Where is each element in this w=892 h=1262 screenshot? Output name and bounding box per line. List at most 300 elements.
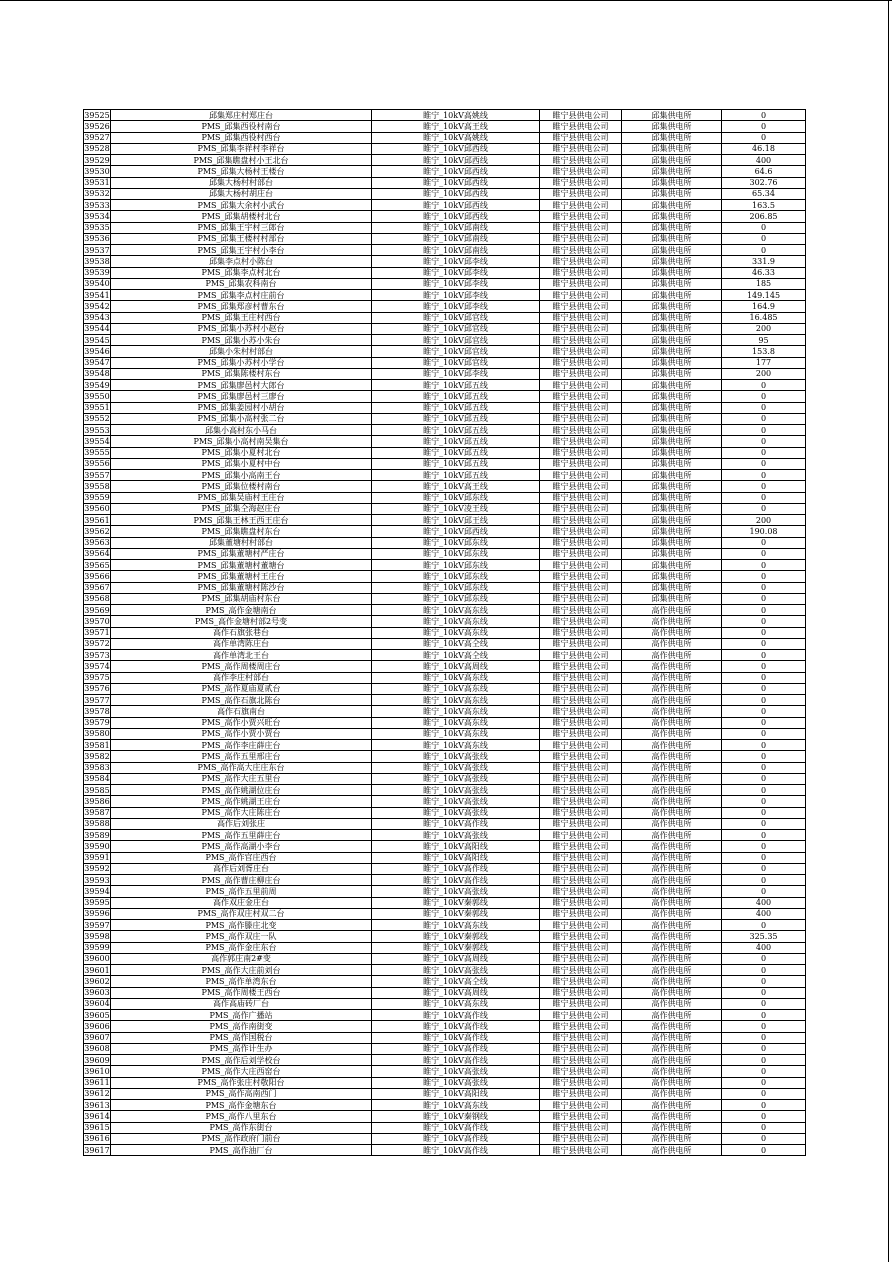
cell-line-name: 睢宁_10kV邱五线 <box>372 470 540 481</box>
table-row <box>84 166 806 177</box>
cell-station-name: PMS_邱集廖邑村大郎台 <box>111 380 372 391</box>
cell-station-name: 高作双庄金庄台 <box>111 897 372 908</box>
table-row <box>84 312 806 323</box>
cell-station-name: PMS_邱集小高村南吴集台 <box>111 436 372 447</box>
cell-supply-office: 邱集供电所 <box>622 335 722 346</box>
cell-value: 0 <box>722 773 806 784</box>
cell-company: 睢宁县供电公司 <box>540 346 622 357</box>
cell-company: 睢宁县供电公司 <box>540 1066 622 1077</box>
cell-supply-office: 高作供电所 <box>622 1043 722 1054</box>
table-row <box>84 233 806 244</box>
table-row <box>84 526 806 537</box>
table-row <box>84 222 806 233</box>
cell-station-name: PMS_高作高南西门 <box>111 1088 372 1099</box>
cell-line-name: 睢宁_10kV高张线 <box>372 807 540 818</box>
table-row <box>84 548 806 559</box>
cell-station-name: 邱集董塘村村部台 <box>111 537 372 548</box>
cell-id: 39526 <box>84 121 110 131</box>
cell-company: 睢宁县供电公司 <box>540 323 622 334</box>
cell-value: 0 <box>722 762 806 773</box>
cell-id: 39566 <box>84 571 110 581</box>
cell-supply-office: 邱集供电所 <box>622 278 722 289</box>
cell-line-name: 睢宁_10kV邱五线 <box>372 447 540 458</box>
cell-company: 睢宁县供电公司 <box>540 987 622 998</box>
cell-station-name: PMS_高作小贾小贾台 <box>111 728 372 739</box>
cell-id: 39525 <box>84 110 110 120</box>
cell-company: 睢宁县供电公司 <box>540 616 622 627</box>
table-row <box>84 717 806 728</box>
cell-company: 睢宁县供电公司 <box>540 830 622 841</box>
cell-line-name: 睢宁_10kV邱五线 <box>372 391 540 402</box>
cell-station-name: PMS_邱集王庄村西台 <box>111 312 372 323</box>
cell-value: 0 <box>722 1145 806 1156</box>
cell-station-name: PMS_邱集王楼村村部台 <box>111 233 372 244</box>
cell-supply-office: 高作供电所 <box>622 875 722 886</box>
cell-company: 睢宁县供电公司 <box>540 841 622 852</box>
cell-company: 睢宁县供电公司 <box>540 380 622 391</box>
cell-company: 睢宁县供电公司 <box>540 638 622 649</box>
cell-id: 39568 <box>84 594 110 604</box>
cell-line-name: 睢宁_10kV高东线 <box>372 1100 540 1111</box>
cell-value: 0 <box>722 436 806 447</box>
cell-supply-office: 邱集供电所 <box>622 143 722 154</box>
cell-company: 睢宁县供电公司 <box>540 965 622 976</box>
cell-id: 39617 <box>84 1145 110 1155</box>
table-row <box>84 1111 806 1122</box>
cell-line-name: 睢宁_10kV高作线 <box>372 1055 540 1066</box>
table-row <box>84 458 806 469</box>
cell-value: 0 <box>722 132 806 143</box>
table-row <box>84 627 806 638</box>
cell-line-name: 睢宁_10kV高王线 <box>372 481 540 492</box>
table-row <box>84 908 806 919</box>
cell-line-name: 睢宁_10kV邱西线 <box>372 155 540 166</box>
cell-id: 39579 <box>84 718 110 728</box>
cell-company: 睢宁县供电公司 <box>540 953 622 964</box>
cell-id: 39561 <box>84 515 110 525</box>
cell-supply-office: 邱集供电所 <box>622 492 722 503</box>
cell-supply-office: 高作供电所 <box>622 1032 722 1043</box>
cell-company: 睢宁县供电公司 <box>540 537 622 548</box>
cell-value: 400 <box>722 897 806 908</box>
cell-station-name: PMS_高作周楼王西台 <box>111 987 372 998</box>
cell-company: 睢宁县供电公司 <box>540 560 622 571</box>
cell-station-name: PMS_邱集郑彦村曹东台 <box>111 301 372 312</box>
cell-company: 睢宁县供电公司 <box>540 1077 622 1088</box>
cell-company: 睢宁县供电公司 <box>540 402 622 413</box>
cell-value: 200 <box>722 515 806 526</box>
cell-value: 0 <box>722 672 806 683</box>
cell-supply-office: 高作供电所 <box>622 998 722 1009</box>
cell-value: 16.485 <box>722 312 806 323</box>
cell-supply-office: 邱集供电所 <box>622 166 722 177</box>
cell-supply-office: 邱集供电所 <box>622 233 722 244</box>
cell-line-name: 睢宁_10kV高作线 <box>372 1133 540 1144</box>
cell-value: 0 <box>722 121 806 132</box>
cell-company: 睢宁县供电公司 <box>540 920 622 931</box>
cell-value: 400 <box>722 942 806 953</box>
cell-value: 0 <box>722 380 806 391</box>
cell-station-name: PMS_邱集李点村庄前台 <box>111 290 372 301</box>
cell-value: 177 <box>722 357 806 368</box>
cell-supply-office: 高作供电所 <box>622 785 722 796</box>
table-row <box>84 740 806 751</box>
cell-company: 睢宁县供电公司 <box>540 571 622 582</box>
table-row <box>84 155 806 166</box>
cell-value: 0 <box>722 537 806 548</box>
cell-line-name: 睢宁_10kV邱王线 <box>372 515 540 526</box>
cell-id: 39548 <box>84 369 110 379</box>
cell-id: 39554 <box>84 436 110 446</box>
cell-supply-office: 邱集供电所 <box>622 290 722 301</box>
cell-id: 39604 <box>84 999 110 1009</box>
cell-company: 睢宁县供电公司 <box>540 188 622 199</box>
cell-supply-office: 高作供电所 <box>622 1010 722 1021</box>
table-row <box>84 762 806 773</box>
table-row <box>84 593 806 604</box>
cell-station-name: PMS_邱集西役村南台 <box>111 121 372 132</box>
cell-value: 0 <box>722 447 806 458</box>
cell-supply-office: 邱集供电所 <box>622 571 722 582</box>
table-row <box>84 1055 806 1066</box>
cell-line-name: 睢宁_10kV高阳线 <box>372 841 540 852</box>
cell-supply-office: 高作供电所 <box>622 1111 722 1122</box>
cell-station-name: PMS_高作大庄西窑台 <box>111 1066 372 1077</box>
cell-line-name: 睢宁_10kV高阳线 <box>372 852 540 863</box>
cell-supply-office: 邱集供电所 <box>622 132 722 143</box>
cell-station-name: PMS_高作金塘南台 <box>111 605 372 616</box>
table-row <box>84 335 806 346</box>
table-row <box>84 976 806 987</box>
cell-supply-office: 邱集供电所 <box>622 368 722 379</box>
cell-company: 睢宁县供电公司 <box>540 492 622 503</box>
cell-company: 睢宁县供电公司 <box>540 515 622 526</box>
cell-line-name: 睢宁_10kV邱李线 <box>372 256 540 267</box>
cell-id: 39595 <box>84 898 110 908</box>
cell-line-name: 睢宁_10kV邱五线 <box>372 402 540 413</box>
cell-station-name: 邱集大杨村胡庄台 <box>111 188 372 199</box>
cell-value: 0 <box>722 650 806 661</box>
table-row <box>84 211 806 222</box>
cell-line-name: 睢宁_10kV秦郭线 <box>372 908 540 919</box>
cell-company: 睢宁县供电公司 <box>540 200 622 211</box>
cell-line-name: 睢宁_10kV高张线 <box>372 773 540 784</box>
cell-line-name: 睢宁_10kV邱西线 <box>372 526 540 537</box>
cell-id: 39591 <box>84 853 110 863</box>
cell-company: 睢宁县供电公司 <box>540 278 622 289</box>
table-row <box>84 143 806 154</box>
cell-station-name: PMS_高作南街变 <box>111 1021 372 1032</box>
cell-id: 39536 <box>84 234 110 244</box>
cell-id: 39538 <box>84 256 110 266</box>
cell-station-name: PMS_邱集李点村北台 <box>111 267 372 278</box>
cell-id: 39540 <box>84 279 110 289</box>
cell-company: 睢宁县供电公司 <box>540 683 622 694</box>
cell-supply-office: 邱集供电所 <box>622 256 722 267</box>
table-row <box>84 447 806 458</box>
cell-station-name: 高作单湾陈庄台 <box>111 638 372 649</box>
cell-company: 睢宁县供电公司 <box>540 1043 622 1054</box>
table-row <box>84 301 806 312</box>
cell-id: 39583 <box>84 763 110 773</box>
cell-line-name: 睢宁_10kV高东线 <box>372 706 540 717</box>
cell-supply-office: 高作供电所 <box>622 1077 722 1088</box>
cell-line-name: 睢宁_10kV邱东线 <box>372 593 540 604</box>
table-body <box>84 110 806 1156</box>
cell-station-name: PMS_高作李庄薛庄台 <box>111 740 372 751</box>
cell-station-name: PMS_高作金塘东台 <box>111 1100 372 1111</box>
cell-station-name: PMS_高作五里薛庄台 <box>111 830 372 841</box>
table-row <box>84 571 806 582</box>
cell-id: 39567 <box>84 583 110 593</box>
cell-id: 39598 <box>84 931 110 941</box>
cell-company: 睢宁县供电公司 <box>540 897 622 908</box>
cell-supply-office: 邱集供电所 <box>622 121 722 132</box>
cell-supply-office: 邱集供电所 <box>622 481 722 492</box>
cell-value: 0 <box>722 233 806 244</box>
cell-id: 39562 <box>84 526 110 536</box>
cell-id: 39584 <box>84 774 110 784</box>
cell-supply-office: 邱集供电所 <box>622 560 722 571</box>
cell-supply-office: 邱集供电所 <box>622 447 722 458</box>
cell-station-name: PMS_邱集董塘村王庄台 <box>111 571 372 582</box>
cell-id: 39555 <box>84 448 110 458</box>
cell-station-name: 高作郭庄南2#变 <box>111 953 372 964</box>
table-row <box>84 481 806 492</box>
cell-id: 39559 <box>84 493 110 503</box>
cell-station-name: 高作单湾北王台 <box>111 650 372 661</box>
cell-line-name: 睢宁_10kV高作线 <box>372 1043 540 1054</box>
cell-id: 39558 <box>84 481 110 491</box>
cell-supply-office: 高作供电所 <box>622 728 722 739</box>
cell-supply-office: 高作供电所 <box>622 931 722 942</box>
cell-id: 39552 <box>84 414 110 424</box>
table-row <box>84 1133 806 1144</box>
cell-company: 睢宁县供电公司 <box>540 1145 622 1156</box>
cell-company: 睢宁县供电公司 <box>540 166 622 177</box>
cell-value: 0 <box>722 503 806 514</box>
table-row <box>84 818 806 829</box>
cell-line-name: 睢宁_10kV邱东线 <box>372 560 540 571</box>
cell-id: 39605 <box>84 1010 110 1020</box>
table-row <box>84 830 806 841</box>
table-row <box>84 503 806 514</box>
cell-supply-office: 高作供电所 <box>622 773 722 784</box>
table-row <box>84 897 806 908</box>
cell-value: 0 <box>722 683 806 694</box>
cell-supply-office: 高作供电所 <box>622 818 722 829</box>
table-row <box>84 1066 806 1077</box>
cell-station-name: PMS_高作滕庄北变 <box>111 920 372 931</box>
cell-id: 39560 <box>84 504 110 514</box>
cell-value: 0 <box>722 886 806 897</box>
table-row <box>84 1021 806 1032</box>
cell-company: 睢宁县供电公司 <box>540 233 622 244</box>
cell-value: 0 <box>722 987 806 998</box>
cell-line-name: 睢宁_10kV高周线 <box>372 661 540 672</box>
cell-id: 39551 <box>84 403 110 413</box>
table-row <box>84 863 806 874</box>
cell-line-name: 睢宁_10kV邱五线 <box>372 458 540 469</box>
table-row <box>84 998 806 1009</box>
cell-line-name: 睢宁_10kV高姚线 <box>372 132 540 143</box>
cell-line-name: 睢宁_10kV邱南线 <box>372 245 540 256</box>
cell-supply-office: 高作供电所 <box>622 841 722 852</box>
cell-supply-office: 高作供电所 <box>622 683 722 694</box>
cell-value: 0 <box>722 976 806 987</box>
cell-company: 睢宁县供电公司 <box>540 740 622 751</box>
cell-line-name: 睢宁_10kV高阳线 <box>372 1088 540 1099</box>
cell-station-name: PMS_邱集小高村张二台 <box>111 413 372 424</box>
cell-value: 325.35 <box>722 931 806 942</box>
cell-id: 39602 <box>84 976 110 986</box>
table-row <box>84 920 806 931</box>
cell-id: 39564 <box>84 549 110 559</box>
cell-line-name: 睢宁_10kV高东线 <box>372 683 540 694</box>
cell-station-name: 高作石旗南台 <box>111 706 372 717</box>
cell-station-name: 高作后刘胥庄台 <box>111 863 372 874</box>
cell-value: 0 <box>722 593 806 604</box>
cell-line-name: 睢宁_10kV邱官线 <box>372 357 540 368</box>
table-row <box>84 357 806 368</box>
cell-value: 164.9 <box>722 301 806 312</box>
cell-id: 39592 <box>84 864 110 874</box>
table-row <box>84 616 806 627</box>
cell-company: 睢宁县供电公司 <box>540 762 622 773</box>
cell-station-name: PMS_高作五里邢庄台 <box>111 751 372 762</box>
cell-line-name: 睢宁_10kV邱东线 <box>372 582 540 593</box>
cell-line-name: 睢宁_10kV高王线 <box>372 121 540 132</box>
cell-value: 0 <box>722 852 806 863</box>
cell-line-name: 睢宁_10kV高东线 <box>372 616 540 627</box>
table-row <box>84 110 806 121</box>
table-row <box>84 515 806 526</box>
table-row <box>84 267 806 278</box>
table-row <box>84 177 806 188</box>
table-row <box>84 368 806 379</box>
cell-supply-office: 高作供电所 <box>622 1055 722 1066</box>
cell-station-name: PMS_邱集王宇村三郎台 <box>111 222 372 233</box>
table-row <box>84 841 806 852</box>
cell-company: 睢宁县供电公司 <box>540 143 622 154</box>
cell-value: 153.8 <box>722 346 806 357</box>
cell-company: 睢宁县供电公司 <box>540 863 622 874</box>
cell-value: 0 <box>722 1043 806 1054</box>
cell-supply-office: 高作供电所 <box>622 605 722 616</box>
cell-station-name: 邱集大杨村村部台 <box>111 177 372 188</box>
cell-supply-office: 邱集供电所 <box>622 593 722 604</box>
cell-id: 39527 <box>84 133 110 143</box>
cell-supply-office: 邱集供电所 <box>622 537 722 548</box>
cell-station-name: PMS_邱集大杨村王楼台 <box>111 166 372 177</box>
table-row <box>84 323 806 334</box>
cell-supply-office: 高作供电所 <box>622 1021 722 1032</box>
cell-value: 0 <box>722 796 806 807</box>
cell-station-name: PMS_邱集瞧盘村东台 <box>111 526 372 537</box>
cell-supply-office: 高作供电所 <box>622 650 722 661</box>
table-row <box>84 1145 806 1156</box>
cell-value: 400 <box>722 155 806 166</box>
cell-company: 睢宁县供电公司 <box>540 593 622 604</box>
cell-line-name: 睢宁_10kV邱李线 <box>372 301 540 312</box>
cell-line-name: 睢宁_10kV高东线 <box>372 728 540 739</box>
cell-station-name: PMS_高作姚湖位庄台 <box>111 785 372 796</box>
cell-id: 39543 <box>84 313 110 323</box>
cell-company: 睢宁县供电公司 <box>540 548 622 559</box>
cell-supply-office: 高作供电所 <box>622 717 722 728</box>
cell-value: 0 <box>722 863 806 874</box>
cell-company: 睢宁县供电公司 <box>540 886 622 897</box>
cell-line-name: 睢宁_10kV高东线 <box>372 717 540 728</box>
cell-id: 39565 <box>84 560 110 570</box>
cell-id: 39544 <box>84 324 110 334</box>
cell-line-name: 睢宁_10kV邱官线 <box>372 335 540 346</box>
cell-company: 睢宁县供电公司 <box>540 211 622 222</box>
cell-line-name: 睢宁_10kV秦郭线 <box>372 942 540 953</box>
cell-supply-office: 高作供电所 <box>622 830 722 841</box>
cell-line-name: 睢宁_10kV邱李线 <box>372 278 540 289</box>
cell-line-name: 睢宁_10kV高作线 <box>372 875 540 886</box>
cell-company: 睢宁县供电公司 <box>540 1088 622 1099</box>
cell-id: 39572 <box>84 639 110 649</box>
table-row <box>84 706 806 717</box>
cell-station-name: PMS_高作夏庙夏贰台 <box>111 683 372 694</box>
cell-line-name: 睢宁_10kV高东线 <box>372 672 540 683</box>
cell-line-name: 睢宁_10kV高张线 <box>372 762 540 773</box>
cell-supply-office: 邱集供电所 <box>622 425 722 436</box>
cell-supply-office: 高作供电所 <box>622 672 722 683</box>
cell-line-name: 睢宁_10kV秦郭线 <box>372 931 540 942</box>
cell-station-name: PMS_高作大庄陈庄台 <box>111 807 372 818</box>
cell-station-name: 高作石旗张巷台 <box>111 627 372 638</box>
cell-id: 39542 <box>84 301 110 311</box>
cell-supply-office: 高作供电所 <box>622 627 722 638</box>
cell-value: 0 <box>722 1077 806 1088</box>
cell-station-name: PMS_高作大庄前刘台 <box>111 965 372 976</box>
cell-line-name: 睢宁_10kV邱李线 <box>372 290 540 301</box>
cell-company: 睢宁县供电公司 <box>540 335 622 346</box>
table-row <box>84 256 806 267</box>
table-row <box>84 1122 806 1133</box>
cell-station-name: PMS_高作国税台 <box>111 1032 372 1043</box>
cell-supply-office: 高作供电所 <box>622 942 722 953</box>
cell-company: 睢宁县供电公司 <box>540 1032 622 1043</box>
cell-station-name: PMS_邱集李祥村李祥台 <box>111 143 372 154</box>
cell-company: 睢宁县供电公司 <box>540 717 622 728</box>
cell-supply-office: 高作供电所 <box>622 953 722 964</box>
table-row <box>84 807 806 818</box>
cell-line-name: 睢宁_10kV高张线 <box>372 751 540 762</box>
cell-station-name: PMS_邱集农科南台 <box>111 278 372 289</box>
page-top-border <box>0 0 892 1</box>
cell-id: 39546 <box>84 346 110 356</box>
cell-value: 95 <box>722 335 806 346</box>
cell-station-name: PMS_高作周楼周庄台 <box>111 661 372 672</box>
cell-supply-office: 高作供电所 <box>622 1133 722 1144</box>
table-row <box>84 661 806 672</box>
cell-value: 0 <box>722 875 806 886</box>
table-row <box>84 380 806 391</box>
cell-company: 睢宁县供电公司 <box>540 582 622 593</box>
cell-id: 39570 <box>84 616 110 626</box>
cell-supply-office: 邱集供电所 <box>622 177 722 188</box>
cell-line-name: 睢宁_10kV高作线 <box>372 1145 540 1156</box>
cell-value: 0 <box>722 1133 806 1144</box>
cell-value: 0 <box>722 582 806 593</box>
cell-station-name: 邱集小高村东小马台 <box>111 425 372 436</box>
cell-station-name: PMS_高作高湖小李台 <box>111 841 372 852</box>
cell-station-name: PMS_高作八里东台 <box>111 1111 372 1122</box>
